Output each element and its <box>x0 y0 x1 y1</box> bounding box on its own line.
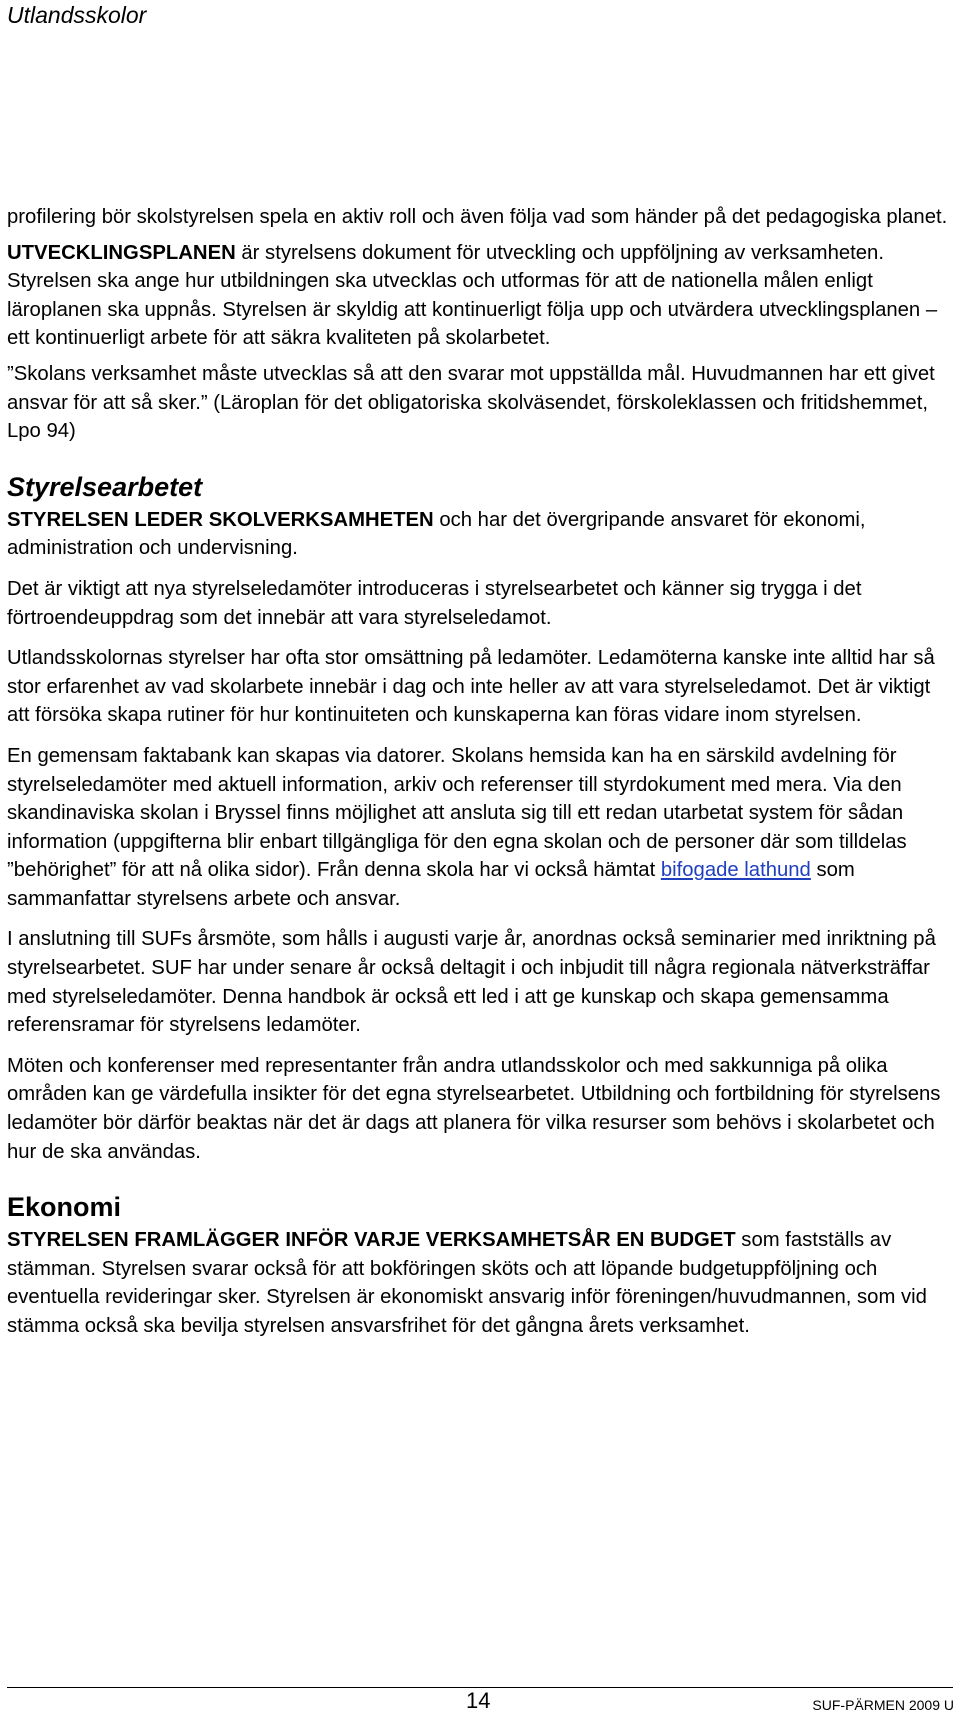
paragraph-profilering: profilering bör skolstyrelsen spela en aktiv roll och även följa vad som händer på det pedagogiska planet. <box>7 206 948 228</box>
paragraph-styrelsen-leder <box>7 506 953 563</box>
running-header: Utlandsskolor <box>7 2 147 28</box>
paragraph-omsattning: Utlandsskolornas styrelser har ofta stor omsättning på ledamöter. Ledamöterna kanske inte alltid har så stor erfarenhet av vad skolarbete innebär i dag och inte heller av att vara styrelseledamot. Det är viktigt att försöka skapa rutiner för hur kontinuiteten och kunskaperna kan föras vidare inom styrelsen. <box>7 647 935 727</box>
term-budget: STYRELSEN FRAMLÄGGER INFÖR VARJE VERKSAMHETSÅR EN BUDGET <box>7 1229 736 1252</box>
document-body <box>7 203 953 1341</box>
heading-styrelsearbetet: Styrelsearbetet <box>7 471 203 502</box>
paragraph-text: och har det övergripande ansvaret för ekonomi, administration och undervisning. <box>7 508 866 560</box>
term-styrelsen-leder: STYRELSEN LEDER SKOLVERKSAMHETEN <box>7 508 434 531</box>
paragraph-text: som fastställs av stämman. Styrelsen svarar också för att bokföringen sköts och att löpande budgetuppföljning och eventuella revideringar sker. Styrelsen är ekonomiskt ansvarig inför föreningen/huvudmannen, som vid stämma också ska bevilja styrelsen ansvarsfrihet för det gångna årets verksamhet. <box>7 1229 927 1337</box>
paragraph-faktabank <box>7 742 953 914</box>
paragraph-text: En gemensam faktabank kan skapas via datorer. Skolans hemsida kan ha en särskild avdelning för styrelseledamöter med aktuell information, arkiv och referenser till styrdokument med mera. Via den skandinaviska skolan i Bryssel finns möjlighet att ansluta sig till ett redan utarbetat system för sådan information (uppgifterna blir enbart tillgängliga för den egna skolan och de personer där som tilldelas ”behörighet” för att nå olika sidor). Från denna skola har vi också hämtat <box>7 744 907 882</box>
paragraph-arsmote: I anslutning till SUFs årsmöte, som hålls i augusti varje år, anordnas också seminarier med inriktning på styrelsearbetet. SUF har under senare år också deltagit i och inbjudit till några regionala nätverksträffar med styrelseledamöter. Denna handbok är också ett led i att ge kunskap och skapa gemensamma referensramar för styrelsens ledamöter. <box>7 928 936 1037</box>
paragraph-moten: Möten och konferenser med representanter från andra utlandsskolor och med sakkunniga på olika områden kan ge värdefulla insikter för det egna styrelsearbetet. Utbildning och fortbildning för styrelsens ledamöter bör därför beaktas när det är dags att planera för vilka resurser som behövs i skolarbetet och hur de ska användas. <box>7 1054 941 1163</box>
paragraph-utvecklingsplanen <box>7 239 953 353</box>
paragraph-budget <box>7 1226 953 1340</box>
page-number: 14 <box>466 1688 491 1713</box>
term-utvecklingsplanen: UTVECKLINGSPLANEN <box>7 241 236 264</box>
paragraph-text: är styrelsens dokument för utveckling och uppföljning av verksamheten. Styrelsen ska ange hur utbildningen ska utvecklas och utformas för att de nationella målen enligt läroplanen ska uppnås. Styrelsen är skyldig att kontinuerligt följa upp och utvärdera utvecklingsplanen – ett kontinuerligt arbete för att säkra kvaliteten på skolarbetet. <box>7 241 938 350</box>
paragraph-introduktion: Det är viktigt att nya styrelseledamöter introduceras i styrelsearbetet och känner sig trygga i det förtroendeuppdrag som det innebär att vara styrelseledamot. <box>7 577 862 629</box>
heading-ekonomi: Ekonomi <box>7 1192 122 1223</box>
quote-laroplan: ”Skolans verksamhet måste utvecklas så att den svarar mot uppställda mål. Huvudmannen har ett givet ansvar för att så sker.” (Läroplan för det obligatoriska skolväsendet, förskoleklassen och fritidshemmet, Lpo 94) <box>7 362 935 443</box>
footer-document-label: SUF-PÄRMEN 2009 U <box>812 1697 954 1713</box>
paragraph-text: som sammanfattar styrelsens arbete och ansvar. <box>7 859 855 910</box>
lathund-link[interactable]: bifogade lathund <box>660 859 811 882</box>
